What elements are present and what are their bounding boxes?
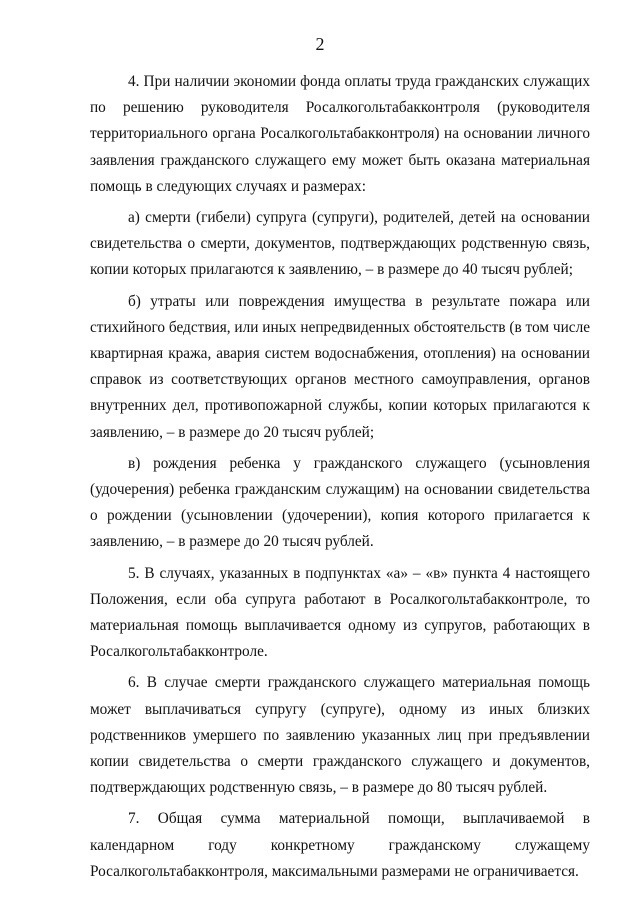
page-number: 2 [315, 34, 325, 54]
paragraph-subitem-v: в) рождения ребенка у гражданского служащего (усыновления (удочерения) ребенка гражданским служащим) на основании свидетельства о рождении (усыновлении (удочерении), копия которого прилагается к заявлению, – в размере до 20 тысяч рублей. [90, 454, 590, 551]
paragraph-item-5: 5. В случаях, указанных в подпунктах «а» – «в» пункта 4 настоящего Положения, если оба супруга работают в Росалкогольтабакконтроле, то материальная помощь выплачивается одному из супругов, работающих в Росалкогольтабакконтроле. [90, 564, 590, 661]
paragraph-item-6: 6. В случае смерти гражданского служащего материальная помощь может выплачиваться супругу (супруге), одному из иных близких родственников умершего по заявлению указанных лиц при предъявлении копии свидетельства о смерти гражданского служащего и документов, подтверждающих родственную связь, – в размере до 80 тысяч рублей. [90, 674, 590, 797]
paragraph-subitem-b: б) утраты или повреждения имущества в результате пожара или стихийного бедствия, или иных непредвиденных обстоятельств (в том числе квартирная кража, авария систем водоснабжения, отопления) на основании справок из соответствующих органов местного самоуправления, органов внутренних дел, противопожарной службы, копии которых прилагаются к заявлению, – в размере до 20 тысяч рублей; [90, 292, 590, 441]
document-body [90, 69, 590, 885]
paragraph-item-7: 7. Общая сумма материальной помощи, выплачиваемой в календарном году конкретному гражданскому служащему Росалкогольтабакконтроля, максимальными размерами не ограничивается. [90, 810, 590, 880]
paragraph-subitem-a: а) смерти (гибели) супруга (супруги), родителей, детей на основании свидетельства о смерти, документов, подтверждающих родственную связь, копии которых прилагаются к заявлению, – в размере до 40 тысяч рублей; [90, 209, 590, 279]
paragraph-item-4: 4. При наличии экономии фонда оплаты труда гражданских служащих по решению руководителя Росалкогольтабакконтроля (руководителя территориального органа Росалкогольтабакконтроля) на основании личного заявления гражданского служащего ему может быть оказана материальная помощь в следующих случаях и размерах: [90, 73, 590, 195]
